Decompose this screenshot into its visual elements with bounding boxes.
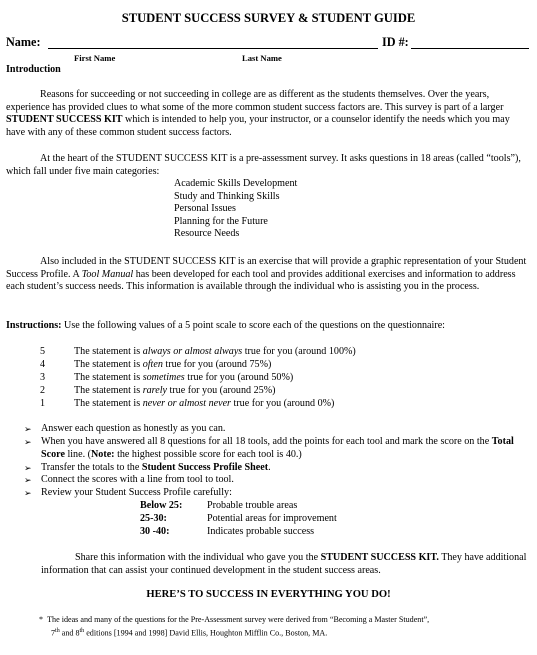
share-paragraph bbox=[41, 552, 531, 577]
footnote-text: and 8 bbox=[59, 628, 80, 638]
intro-p3-text-c: has been developed for each tool and provides additional exercises and information to address each student’s success needs. This information is available through the individual who is assisting you in the process. bbox=[6, 268, 516, 293]
scale-text: true for you (around 0%) bbox=[230, 398, 335, 409]
share-text: They have additional information that can assist your continued development in the student success areas. bbox=[41, 552, 527, 576]
intro-paragraph-3 bbox=[6, 256, 530, 294]
scale-text: The statement is bbox=[74, 359, 143, 370]
last-name-label: Last Name bbox=[242, 53, 282, 63]
tool-manual-text: Tool Manual bbox=[81, 268, 134, 280]
first-name-label: First Name bbox=[74, 53, 116, 63]
scale-description bbox=[74, 398, 334, 411]
scale-emphasis: rarely bbox=[142, 385, 167, 396]
category-item: Resource Needs bbox=[174, 228, 240, 240]
range-value: Potential areas for improvement bbox=[207, 513, 337, 524]
footnote-line-1 bbox=[39, 615, 429, 625]
intro-paragraph-2: At the heart of the STUDENT SUCCESS KIT is a pre-assessment survey. It asks questions in 18 areas (called “tools”), which fall under five main categories: bbox=[6, 153, 521, 177]
arrow-bullet-icon: ➢ bbox=[24, 475, 32, 485]
scale-value: 1 bbox=[40, 398, 46, 409]
range-key: 30 -40: bbox=[140, 526, 170, 537]
name-field[interactable] bbox=[48, 48, 378, 49]
page-title: STUDENT SUCCESS SURVEY & STUDENT GUIDE bbox=[121, 11, 416, 25]
step-3-text: Transfer the totals to the bbox=[41, 462, 142, 473]
range-value: Probable trouble areas bbox=[207, 500, 298, 511]
range-key: Below 25: bbox=[140, 500, 183, 511]
intro-heading: Introduction bbox=[6, 64, 61, 75]
step-2-text: line. ( bbox=[64, 448, 91, 460]
note-label: Note: bbox=[91, 448, 115, 460]
scale-text: The statement is bbox=[74, 372, 143, 383]
category-item: Study and Thinking Skills bbox=[174, 190, 280, 202]
scale-value: 5 bbox=[40, 346, 46, 357]
scale-description bbox=[74, 372, 293, 385]
step-5: Review your Student Success Profile carefully: bbox=[41, 487, 232, 498]
scale-text: true for you (around 25%) bbox=[166, 385, 276, 396]
category-item: Personal Issues bbox=[174, 203, 236, 215]
closing-message: HERE’S TO SUCCESS IN EVERYTHING YOU DO! bbox=[146, 589, 391, 600]
category-item: Planning for the Future bbox=[174, 215, 268, 227]
scale-text: true for you (around 50%) bbox=[184, 372, 294, 383]
step-1: Answer each question as honestly as you can. bbox=[41, 423, 226, 434]
step-2-text: When you have answered all 8 questions for all 18 tools, add the points for each tool and mark the score on the bbox=[41, 436, 492, 447]
scale-text: true for you (around 100%) bbox=[242, 346, 356, 357]
range-value: Indicates probable success bbox=[207, 526, 315, 537]
footnote-line-2 bbox=[51, 626, 327, 639]
step-3 bbox=[41, 462, 531, 475]
intro-p1-text-a: Reasons for succeeding or not succeeding in college are as different as the students themselves. Over the years, experience has provided clues to what some of the more common student success factors are. This survey is part of a larger bbox=[6, 89, 504, 113]
scale-text: The statement is bbox=[74, 385, 143, 396]
scale-text: The statement is bbox=[74, 346, 143, 357]
footnote-text: 7 bbox=[51, 628, 56, 638]
category-item: Academic Skills Development bbox=[174, 178, 298, 189]
step-2-text: the highest possible score for each tool is 40.) bbox=[114, 448, 302, 460]
footnote-text: editions [1994 and 1998] David Ellis, Houghton Mifflin Co., Boston, MA. bbox=[84, 628, 328, 638]
intro-p1-text-c: which is intended to help you, your instructor, or a counselor identify the needs which you may have with any of these common student success factors. bbox=[6, 114, 510, 138]
intro-p3-text-a: Also included in the STUDENT SUCCESS KIT is an exercise that will provide a graphic representation of your Student Success Profile. A bbox=[6, 256, 527, 280]
scale-description bbox=[74, 359, 271, 372]
range-key: 25-30: bbox=[140, 513, 167, 524]
arrow-bullet-icon: ➢ bbox=[24, 488, 32, 498]
intro-p1-kit: STUDENT SUCCESS KIT bbox=[6, 114, 123, 126]
scale-text: The statement is bbox=[74, 398, 143, 409]
instructions-label: Instructions: bbox=[6, 320, 62, 331]
footnote-text: The ideas and many of the questions for the Pre-Assessment survey were derived from “Becoming a Master Student”, bbox=[47, 615, 430, 624]
scale-text: true for you (around 75%) bbox=[162, 359, 272, 370]
scale-emphasis: sometimes bbox=[142, 372, 185, 383]
id-field[interactable] bbox=[411, 48, 529, 49]
scale-emphasis: often bbox=[142, 359, 163, 370]
instructions-text: Use the following values of a 5 point scale to score each of the questions on the questionnaire: bbox=[61, 320, 445, 331]
arrow-bullet-icon: ➢ bbox=[24, 437, 32, 447]
scale-emphasis: always or almost always bbox=[142, 346, 243, 357]
scale-value: 2 bbox=[40, 385, 46, 396]
step-4: Connect the scores with a line from tool to tool. bbox=[41, 474, 234, 485]
footnote-sup: th bbox=[55, 628, 60, 634]
scale-emphasis: never or almost never bbox=[142, 398, 231, 409]
scale-value: 4 bbox=[40, 359, 46, 370]
step-2 bbox=[41, 436, 531, 461]
category-list bbox=[174, 178, 297, 241]
step-3-text: . bbox=[268, 462, 271, 473]
id-label: ID #: bbox=[382, 35, 409, 49]
arrow-bullet-icon: ➢ bbox=[24, 463, 32, 473]
share-kit: STUDENT SUCCESS KIT. bbox=[320, 552, 439, 563]
scale-description bbox=[74, 385, 275, 398]
footnote-sup: th bbox=[79, 628, 85, 634]
intro-paragraph-1 bbox=[6, 89, 530, 139]
arrow-bullet-icon: ➢ bbox=[24, 424, 32, 434]
instructions bbox=[6, 320, 530, 333]
scale-value: 3 bbox=[40, 372, 46, 383]
share-text: Share this information with the individual who gave you the bbox=[75, 552, 321, 563]
scale-description bbox=[74, 346, 356, 359]
profile-sheet-text: Student Success Profile Sheet bbox=[141, 462, 269, 473]
footnote-mark: * bbox=[39, 615, 44, 624]
total-score-text: Total Score bbox=[41, 436, 514, 460]
name-label: Name: bbox=[6, 35, 41, 49]
